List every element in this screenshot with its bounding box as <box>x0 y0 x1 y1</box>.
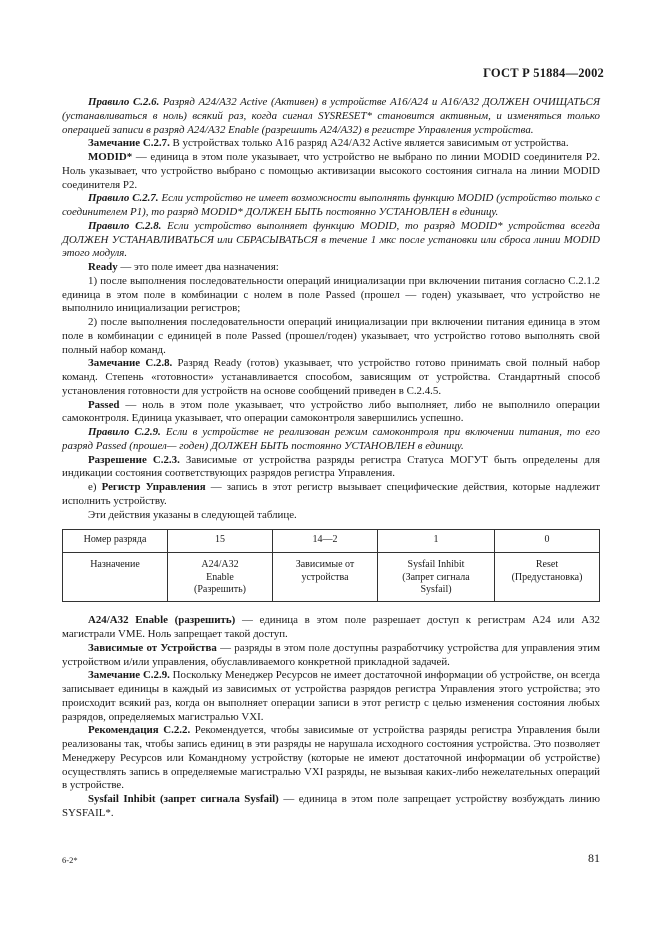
note-c-2-7: Замечание С.2.7. В устройствах только A16 разряд A24/A32 Active является зависимым от устройства. <box>88 137 569 150</box>
field-label: Регистр Управления <box>101 481 206 493</box>
field-label: Ready <box>88 261 118 273</box>
sheet-mark: 6-2* <box>62 855 78 865</box>
note-label: Замечание С.2.7. <box>88 137 170 150</box>
rule-c-2-7: Правило С.2.7. Если устройство не имеет возможности выполнять функцию MODID (устройство только с соединителем P1), то разряд MODID* ДОЛЖЕН БЫТЬ постоянно УСТАНОВЛЕН в единицу. <box>62 192 600 218</box>
field-label: Sysfail Inhibit (запрет сигнала Sysfail) <box>88 793 279 805</box>
table-cell: Зависимые от устройства <box>273 553 378 602</box>
page-header: ГОСТ Р 51884—2002 <box>483 66 604 80</box>
table-cell: Назначение <box>63 553 168 602</box>
permission-label: Разрешение С.2.3. <box>88 453 180 466</box>
rule-c-2-8: Правило С.2.8. Если устройство выполняет функцию MODID, то разряд MODID* устройства всегда ДОЛЖЕН УСТАНАВЛИВАТЬСЯ или СБРАСЫВАТЬСЯ в течение 1 мкс после установки или сброса линии MODID этого модуля. <box>62 219 600 260</box>
a24-a32-enable-definition: A24/A32 Enable (разрешить) — единица в этом поле разрешает доступ к регистрам A24 или A32 магистрали VME. Ноль запрещает такой доступ. <box>62 614 601 640</box>
rule-label: Правило С.2.7. <box>88 192 159 205</box>
ready-definition: Ready — это поле имеет два назначения: <box>88 261 279 273</box>
table-intro: Эти действия указаны в следующей таблице. <box>88 508 297 521</box>
ready-item-2: 2) после выполнения последовательности операций инициализации при включении питания единица в этом поле в комбинации с единицей в поле Passed (прошел/годен) указывает, что устройство готово выполнять свой полный набор команд. <box>62 316 600 356</box>
control-register-table <box>62 529 600 602</box>
table-cell: A24/A32 Enable (Разрешить) <box>168 553 273 602</box>
field-label: Зависимые от Устройства <box>88 641 217 654</box>
rule-label: Правило С.2.8. <box>88 219 162 232</box>
table-cell: 0 <box>495 530 600 553</box>
table-cell: Reset (Предустановка) <box>495 553 600 602</box>
rule-c-2-6: Правило С.2.6. Разряд A24/A32 Active (Активен) в устройстве A16/A24 и A16/A32 ДОЛЖЕН ОЧИЩАТЬСЯ (устанавливаться в ноль) всякий раз, когда сигнал SYSRESET* становится активным, и изменяться только операцией записи в разряд A24/A32 Enable (разрешить A24/A32) в регистре Управления устройства. <box>62 96 600 136</box>
note-label: Замечание С.2.8. <box>88 357 173 370</box>
table-cell: 1 <box>378 530 495 553</box>
field-label: MODID* <box>88 151 133 163</box>
passed-definition: Passed — ноль в этом поле указывает, что устройство либо выполняет, либо не выполнило операции самоконтроля. Единица указывает, что операции самоконтроля завершились успешно. <box>62 398 600 425</box>
note-c-2-9: Замечание С.2.9. Поскольку Менеджер Ресурсов не имеет достаточной информации об устройстве, он всегда записывает единицы в каждый из зависимых от устройства разрядов регистра Управления этого устройства; это происходит всякий раз, когда он выполняет операции записи в этот регистр с целью изменения состояния любых разрядов, определяемых магистралью VXI. <box>62 669 600 723</box>
modid-definition: MODID* — единица в этом поле указывает, что устройство не выбрано по линии MODID соединителя P2. Ноль указывает, что устройство выбрано с помощью активизации высокого состояния сигнала на линии MODID соединителя P2. <box>62 151 600 191</box>
rule-label: Правило С.2.9. <box>88 426 161 438</box>
note-label: Замечание С.2.9. <box>88 669 170 682</box>
recommendation-c-2-2: Рекомендация С.2.2. Рекомендуется, чтобы зависимые от устройства разряды регистра Управления были реализованы так, чтобы запись единиц в эти разряды не нарушала исходного состояния устройства. Это позволяет Менеджеру Ресурсов или Командному устройству (которые не имеют достаточной информации об устройстве) осуществлять запись в определяемые магистралью VXI разряды, не вызывая каких-либо нежелательных операций в устройстве. <box>62 724 601 792</box>
device-dependent-definition: Зависимые от Устройства — разряды в этом поле доступны разработчику устройства для управления этим устройством и/или управления, обуславливаемого конкретной прикладной задачей. <box>62 641 601 668</box>
table-row <box>63 530 600 553</box>
table-cell: 15 <box>168 530 273 553</box>
field-label: Passed <box>88 398 120 411</box>
table-cell: Номер разряда <box>63 530 168 553</box>
recommendation-label: Рекомендация С.2.2. <box>88 724 191 737</box>
ready-item-1: 1) после выполнения последовательности операций инициализации при включении питания согласно С.2.1.2 единица в этом поле в комбинации с нолем в поле Passed (прошел — годен) указывает, что устройство не выполнило инициализации регистров; <box>62 274 600 315</box>
sysfail-inhibit-definition: Sysfail Inhibit (запрет сигнала Sysfail) — единица в этом поле запрещает устройству возбуждать линию SYSFAIL*. <box>62 793 601 819</box>
permission-c-2-3: Разрешение С.2.3. Зависимые от устройства разряды регистра Статуса МОГУТ быть определены для индикации состояния соответствующих разрядов регистра Управления. <box>62 453 600 480</box>
table-cell: Sysfail Inhibit (Запрет сигнала Sysfail) <box>378 553 495 602</box>
note-c-2-8: Замечание С.2.8. Разряд Ready (готов) указывает, что устройство готово принимать свой полный набор команд. Степень «готовности» устанавливается способом, зависящим от устройства. Стандартный способ установления готовности для устройств на основе сообщений приведен в С.2.4.5. <box>62 357 600 397</box>
rule-label: Правило С.2.6. <box>88 96 160 108</box>
table-cell: 14—2 <box>273 530 378 553</box>
table-row <box>63 553 600 602</box>
rule-c-2-9: Правило С.2.9. Если в устройстве не реализован режим самоконтроля при включении питания, то его разряд Passed (прошел— годен) ДОЛЖЕН БЫТЬ постоянно УСТАНОВЛЕН в единицу. <box>62 426 600 452</box>
field-label: A24/A32 Enable (разрешить) <box>88 614 236 627</box>
control-register-definition: е) Регистр Управления — запись в этот регистр вызывает специфические действия, которые надлежит исполнить устройству. <box>62 481 600 507</box>
document-body <box>62 96 600 821</box>
page-number: 81 <box>588 851 600 865</box>
